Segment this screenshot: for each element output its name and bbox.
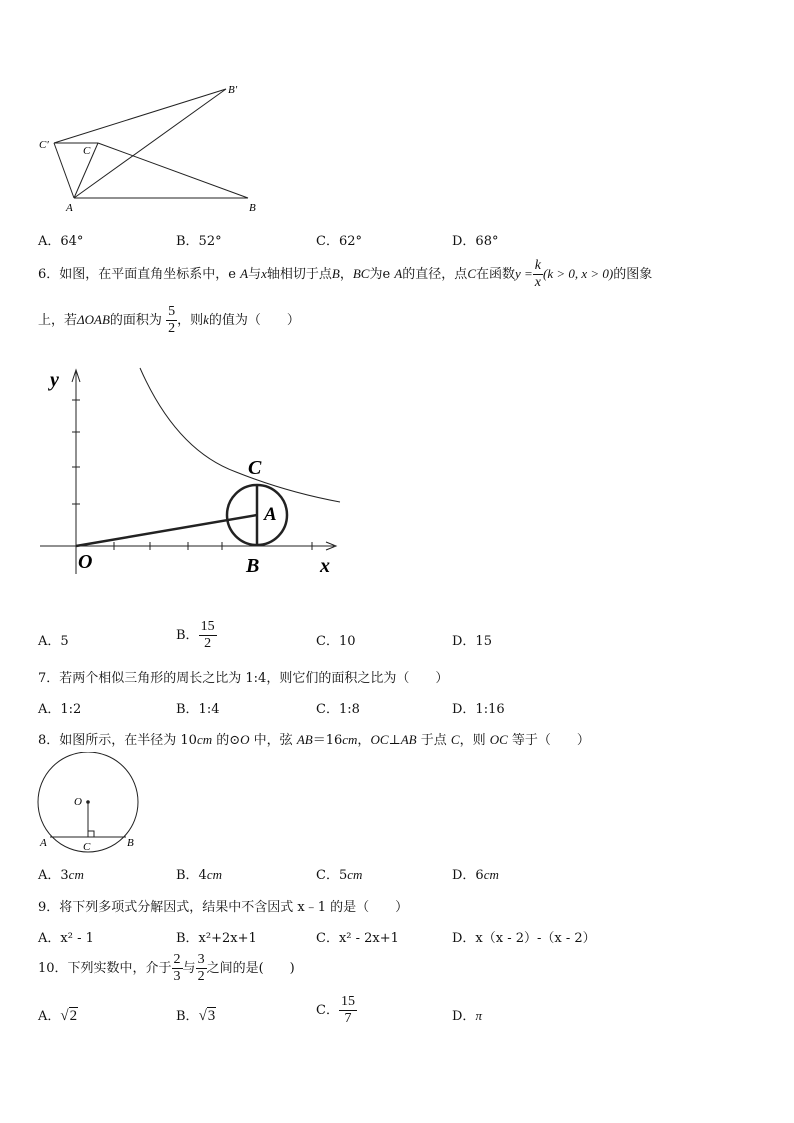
label-o: O: [74, 796, 82, 808]
q9-option-a[interactable]: A．x² - 1: [38, 931, 94, 946]
func-fraction: $\frac{k}{x}$: [534, 258, 542, 290]
point-label-b: B: [246, 555, 260, 577]
triangle-figure-q5: [36, 80, 276, 220]
axis-label-y: y: [50, 369, 59, 391]
q5-option-b[interactable]: B．52°: [176, 234, 222, 249]
q6-stem-line1: 6．如图，在平面直角坐标系中，e A与x轴相切于点B，BC为e A的直径，点C在函数y = $\frac{k}{x}$ (k > 0, x > 0)的图象: [38, 258, 653, 290]
q9-option-d[interactable]: D．x（x - 2）-（x - 2）: [452, 931, 596, 946]
q8-stem: 8．如图所示，在半径为 10cm 的⊙O 中，弦 AB＝16cm，OC⊥AB 于点 C，则 OC 等于（ ）: [38, 732, 590, 748]
label-a: A: [40, 837, 47, 849]
q8-option-a[interactable]: A．3cm: [38, 867, 84, 883]
q7-option-c[interactable]: C．1:8: [316, 702, 360, 717]
fraction-fifteen-sevenths: $\frac{15}{7}$: [340, 994, 355, 1026]
label-b: B: [127, 837, 134, 849]
q8-option-d[interactable]: D．6cm: [452, 867, 499, 883]
q6-option-a[interactable]: A．5: [38, 634, 69, 649]
q10-option-a[interactable]: A．√2: [38, 1008, 78, 1024]
q8-option-b[interactable]: B．4cm: [176, 867, 222, 883]
axis-label-x: x: [320, 555, 330, 577]
pi-symbol: π: [475, 1008, 482, 1023]
label-c: C: [83, 841, 91, 853]
fraction-three-halves: $\frac{3}{2}$: [197, 952, 205, 984]
center-dot: [86, 800, 90, 804]
q7-option-b[interactable]: B．1:4: [176, 702, 220, 717]
circle-figure-q8: [34, 752, 144, 854]
coordinate-figure-q6: [36, 360, 346, 580]
option-b-fraction: $\frac{15}{2}$: [200, 619, 215, 651]
q10-option-c[interactable]: C． $\frac{15}{7}$: [316, 994, 355, 1026]
point-label-o: O: [78, 551, 93, 573]
label-c: C: [83, 145, 91, 157]
point-label-c: C: [248, 457, 262, 479]
q6-option-b[interactable]: B． $\frac{15}{2}$: [176, 619, 215, 651]
q7-stem: 7．若两个相似三角形的周长之比为 1:4，则它们的面积之比为（ ）: [38, 671, 449, 686]
q9-option-b[interactable]: B．x²+2x+1: [176, 931, 257, 946]
q9-stem: 9．将下列多项式分解因式，结果中不含因式 x﹣1 的是（ ）: [38, 900, 409, 915]
point-label-a: A: [264, 504, 277, 525]
q9-option-c[interactable]: C．x² - 2x+1: [316, 931, 399, 946]
circle-symbol: e: [228, 267, 236, 282]
q5-option-a[interactable]: A．64°: [38, 234, 84, 249]
q10-stem: 10．下列实数中，介于 $\frac{2}{3}$ 与 $\frac{3}{2}$ 之间的是( ): [38, 952, 295, 984]
label-a: A: [66, 202, 73, 214]
q7-option-a[interactable]: A．1:2: [38, 702, 82, 717]
q10-option-d[interactable]: D．π: [452, 1008, 482, 1024]
sqrt-three: √3: [198, 1008, 216, 1024]
q5-option-c[interactable]: C．62°: [316, 234, 362, 249]
q6-option-c[interactable]: C．10: [316, 634, 356, 649]
q7-option-d[interactable]: D．1:16: [452, 702, 505, 717]
q5-option-d[interactable]: D．68°: [452, 234, 499, 249]
q10-option-b[interactable]: B．√3: [176, 1008, 216, 1024]
area-fraction: $\frac{5}{2}$: [168, 304, 176, 336]
label-c-prime: C′: [39, 139, 49, 151]
label-b-prime: B′: [228, 84, 238, 96]
q6-option-d[interactable]: D．15: [452, 634, 492, 649]
fraction-two-thirds: $\frac{2}{3}$: [173, 952, 181, 984]
q6-stem-line2: 上，若ΔOAB的面积为 $\frac{5}{2}$ ，则k的值为（ ）: [38, 304, 300, 336]
q8-option-c[interactable]: C．5cm: [316, 867, 363, 883]
label-b: B: [249, 202, 256, 214]
sqrt-two: √2: [60, 1008, 78, 1024]
